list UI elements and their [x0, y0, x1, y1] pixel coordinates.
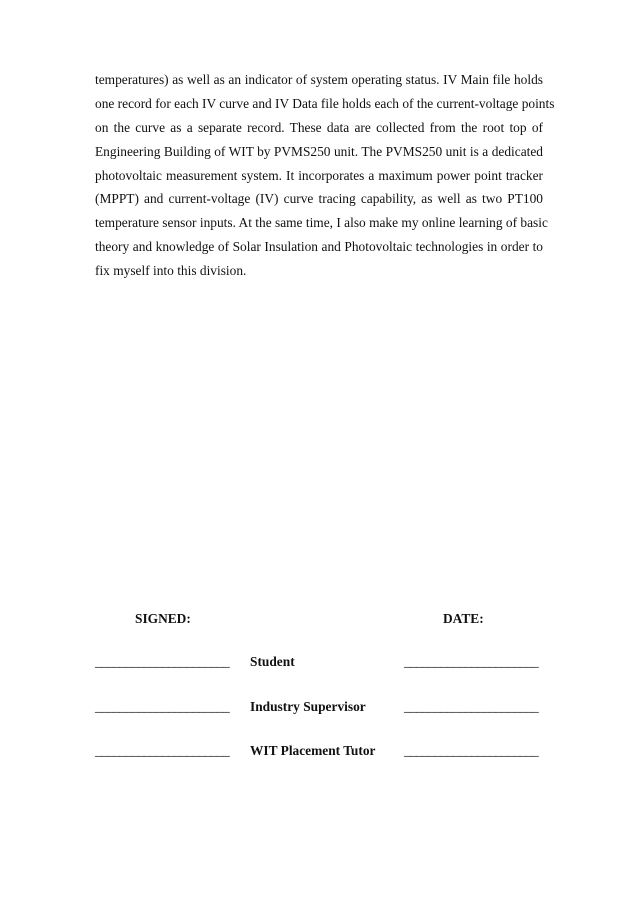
- paragraph-line: on the curve as a separate record. These data are collected from the root top of: [95, 119, 543, 135]
- signed-label: SIGNED:: [135, 611, 191, 626]
- paragraph-line: temperatures) as well as an indicator of system operating status. IV Main file holds: [95, 72, 543, 87]
- signature-row-industry-supervisor: [95, 699, 543, 717]
- signature-role: Industry Supervisor: [250, 699, 366, 714]
- date-blank: ______________________: [404, 654, 539, 669]
- signature-row-student: [95, 654, 543, 672]
- date-blank: ______________________: [404, 743, 539, 758]
- paragraph-line: (MPPT) and current-voltage (IV) curve tracing capability, as well as two PT100: [95, 191, 543, 207]
- paragraph-line: Engineering Building of WIT by PVMS250 unit. The PVMS250 unit is a dedicated: [95, 143, 543, 159]
- signature-blank: ______________________: [95, 699, 230, 714]
- date-blank: ______________________: [404, 699, 539, 714]
- paragraph-line: photovoltaic measurement system. It incorporates a maximum power point tracker: [95, 167, 543, 183]
- signature-role: Student: [250, 654, 295, 669]
- signature-blank: ______________________: [95, 654, 230, 669]
- signature-blank: ______________________: [95, 743, 230, 758]
- signature-role: WIT Placement Tutor: [250, 743, 376, 758]
- paragraph-line: one record for each IV curve and IV Data file holds each of the current-voltage points: [95, 95, 555, 111]
- report-paragraph: [95, 68, 555, 283]
- date-label: DATE:: [443, 611, 484, 626]
- signature-row-wit-placement-tutor: [95, 743, 543, 761]
- paragraph-line: fix myself into this division.: [95, 263, 247, 279]
- paragraph-line: temperature sensor inputs. At the same time, I also make my online learning of basic: [95, 215, 548, 231]
- paragraph-line: theory and knowledge of Solar Insulation and Photovoltaic technologies in order to: [95, 239, 543, 255]
